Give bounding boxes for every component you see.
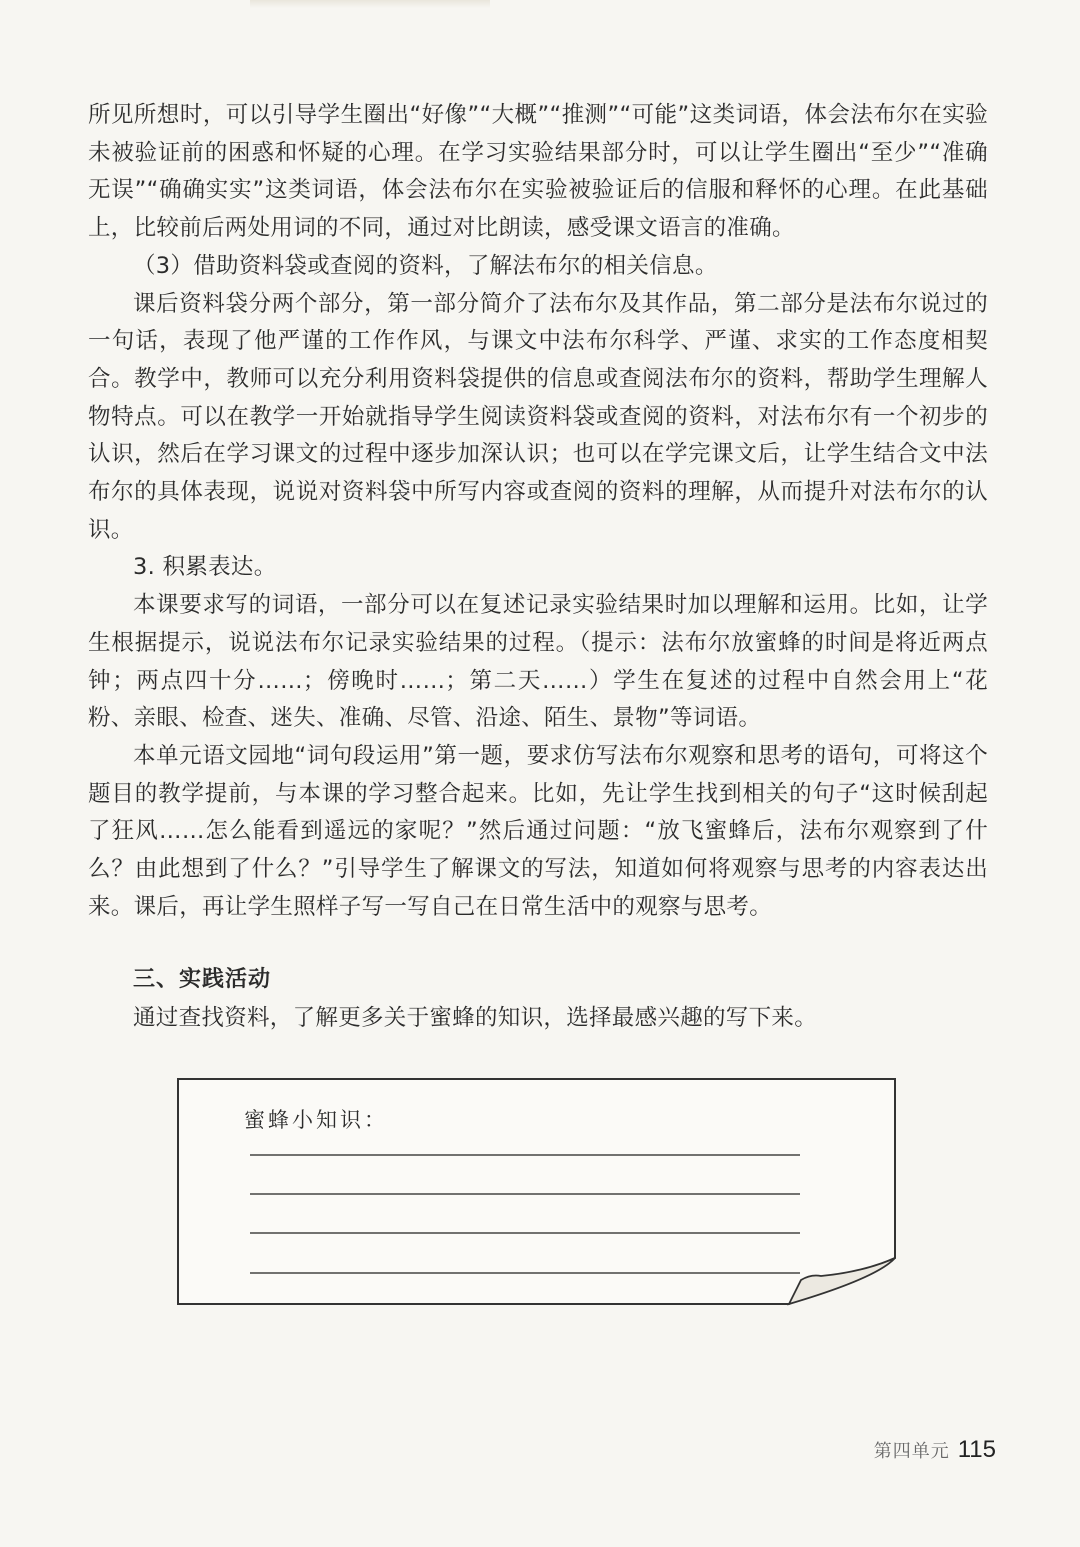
unit-label: 第四单元 <box>873 1441 950 1462</box>
paragraph-imitation-writing: 本单元语文园地“词句段运用”第一题，要求仿写法布尔观察和思考的语句，可将这个题目的教学提前，与本课的学习整合起来。比如，先让学生找到相关的句子“这时候刮起了狂风……怎么能看到遥远的家呢？”然后通过问题：“放飞蜜蜂后，法布尔观察到了什么？由此想到了什么？”引导学生了解课文的写法，知道如何将观察与思考的内容表达出来。课后，再让学生照样子写一写自己在日常生活中的观察与思考。 <box>88 742 988 920</box>
activity-description: 通过查找资料，了解更多关于蜜蜂的知识，选择最感兴趣的写下来。 <box>133 1005 818 1031</box>
paragraph-word-choice: 所见所想时，可以引导学生圈出“好像”“大概”“推测”“可能”这类词语，体会法布尔在实验未被验证前的困惑和怀疑的心理。在学习实验结果部分时，可以让学生圈出“至少”“准确无误”“确确实实”这类词语，体会法布尔在实验被验证后的信服和释怀的心理。在此基础上，比较前后两处用词的不同，通过对比朗读，感受课文语言的准确。 <box>88 102 988 242</box>
page-footer <box>874 1436 996 1464</box>
card-title: 蜜蜂小知识： <box>244 1108 388 1132</box>
paragraph-subheading-3: （3）借助资料袋或查阅的资料，了解法布尔的相关信息。 <box>133 252 718 279</box>
paragraph-resource-bag: 课后资料袋分两个部分，第一部分简介了法布尔及其作品，第二部分是法布尔说过的一句话，表现了他严谨的工作作风，与课文中法布尔科学、严谨、求实的工作态度相契合。教学中，教师可以充分利用资料袋提供的信息或查阅法布尔的资料，帮助学生理解人物特点。可以在教学一开始就指导学生阅读资料袋或查阅的资料，对法布尔有一个初步的认识，然后在学习课文的过程中逐步加深认识；也可以在学完课文后，让学生结合文中法布尔的具体表现，说说对资料袋中所写内容或查阅的资料的理解，从而提升对法布尔的认识。 <box>88 290 988 543</box>
bee-knowledge-card <box>177 1078 899 1308</box>
body-text <box>88 97 988 926</box>
scan-smudge <box>250 0 490 8</box>
paragraph-vocabulary: 本课要求写的词语，一部分可以在复述记录实验结果时加以理解和运用。比如，让学生根据提示，说说法布尔记录实验结果的过程。（提示：法布尔放蜜蜂的时间是将近两点钟；两点四十分……；傍晚时……；第二天……）学生在复述的过程中自然会用上“花粉、亲眼、检查、迷失、准确、尽管、沿途、陌生、景物”等词语。 <box>88 592 988 732</box>
section-title: 三、实践活动 <box>133 967 272 992</box>
page-number: 115 <box>957 1436 996 1463</box>
paragraph-heading-accumulate: 3. 积累表达。 <box>133 554 277 581</box>
